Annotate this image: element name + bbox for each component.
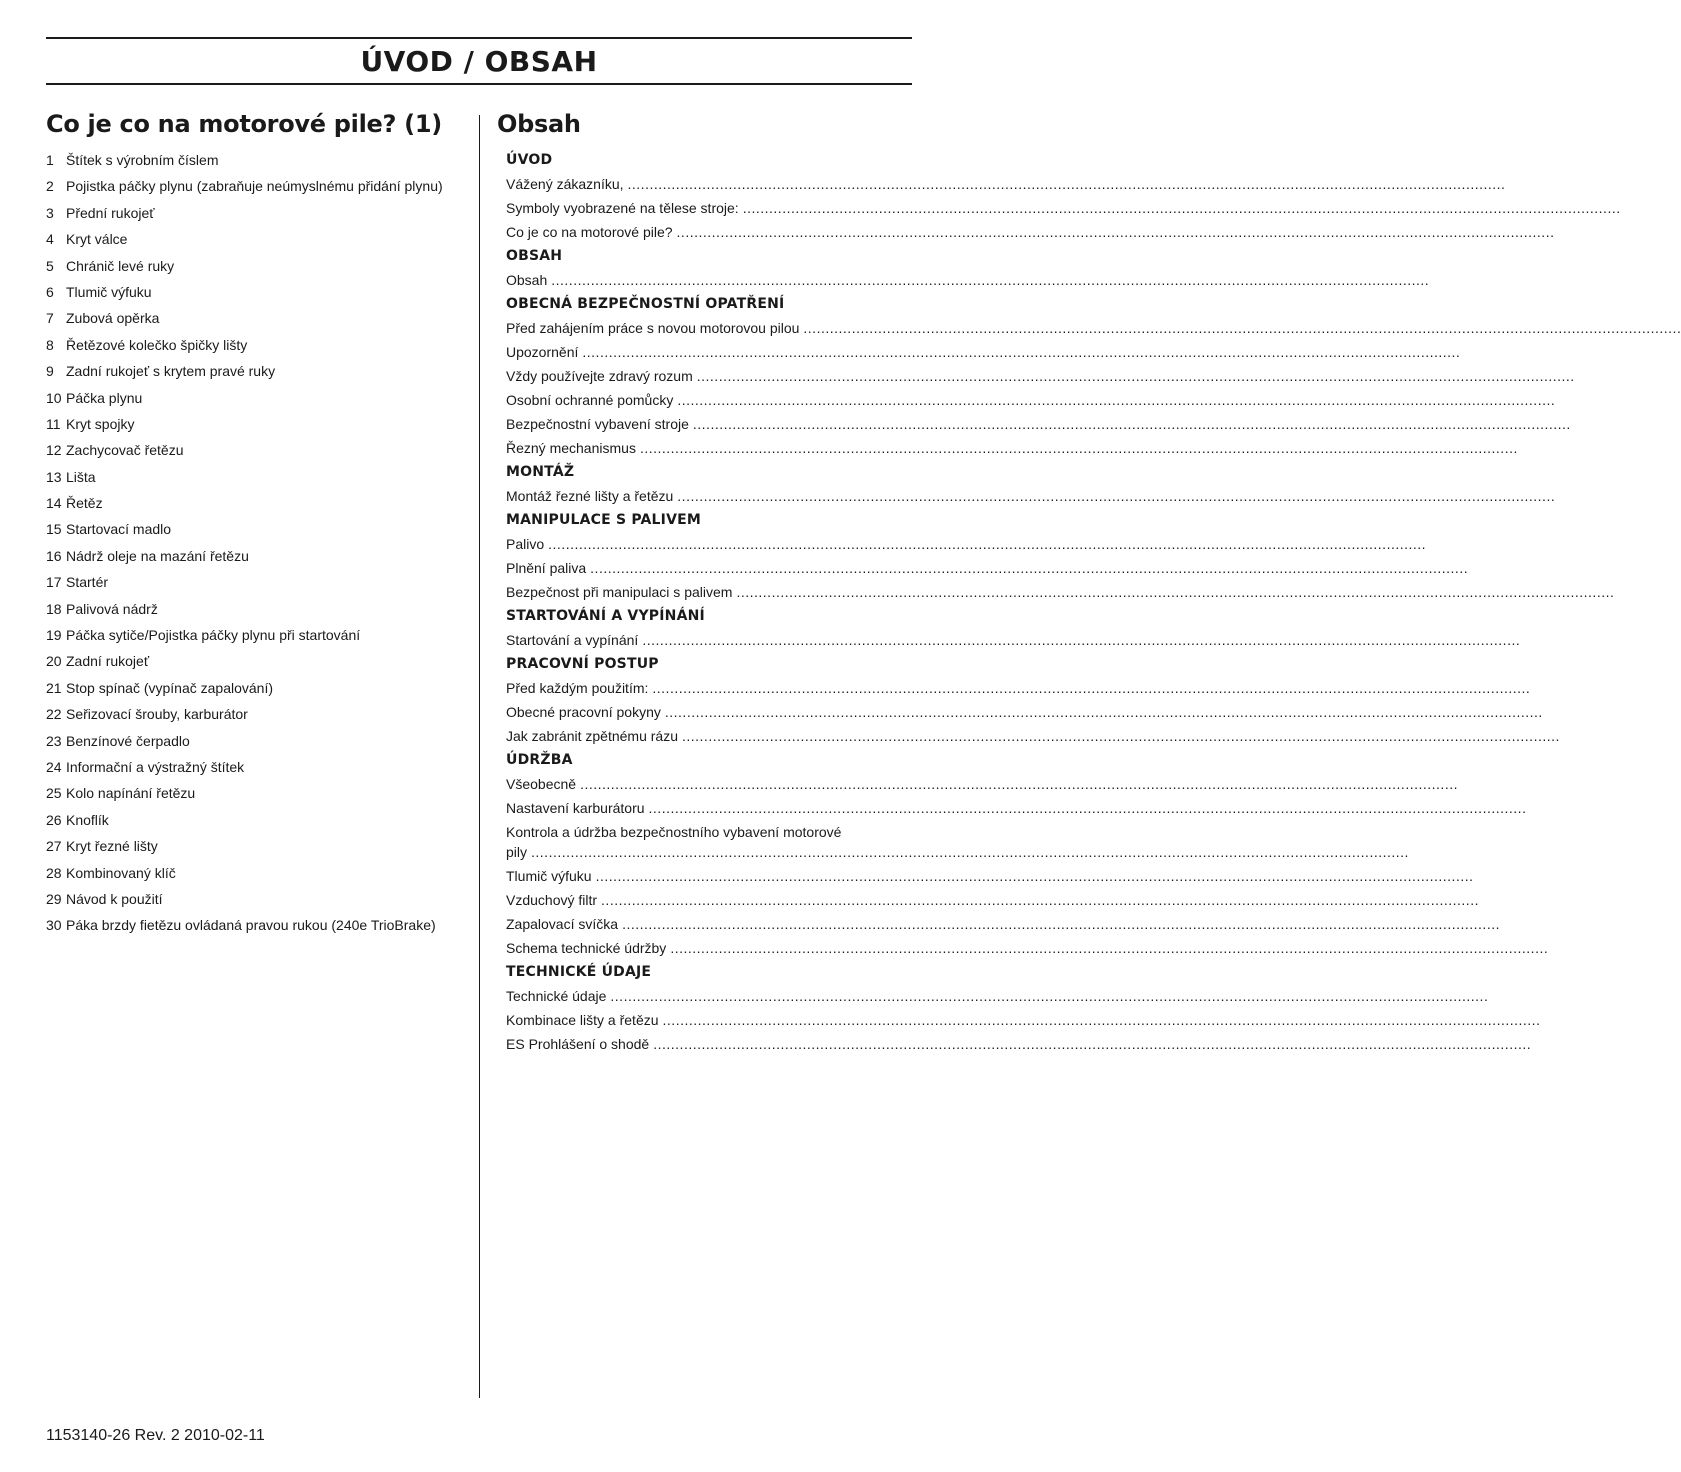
- item-number: 16: [46, 547, 62, 564]
- toc-leader-dots: ........................................................................................................................................................................................................: [639, 440, 1518, 456]
- toc-entry-label: Symboly vyobrazené na tělese stroje:: [506, 200, 739, 216]
- item-text: Chránič levé ruky: [66, 257, 175, 274]
- item-number: 14: [46, 495, 62, 512]
- toc-leader-dots: ........................................................................................................................................................................................................: [601, 892, 1479, 908]
- item-number: 11: [46, 415, 61, 432]
- toc-leader-dots: ........................................................................................................................................................................................................: [582, 344, 1461, 360]
- list-item: [46, 176, 466, 196]
- toc-entry[interactable]: [506, 726, 1560, 750]
- toc-entry-label: Plnění paliva: [506, 560, 587, 576]
- list-item: [46, 572, 466, 592]
- item-text: Přední rukojeť: [66, 204, 155, 221]
- item-number: 18: [46, 600, 62, 617]
- item-number: 20: [46, 653, 62, 670]
- toc-entry[interactable]: [506, 534, 1427, 558]
- toc-entry-label: Všeobecně: [506, 776, 577, 792]
- item-number: 3: [46, 204, 54, 221]
- item-number: 1: [46, 152, 54, 168]
- item-number: 13: [46, 468, 62, 485]
- contents-title: Obsah: [497, 110, 581, 138]
- column-divider: [479, 115, 480, 1398]
- toc-entry-label: Před zahájením práce s novou motorovou pilou: [506, 320, 800, 336]
- list-item: [46, 467, 466, 487]
- parts-column: [46, 108, 466, 942]
- toc-leader-dots: ........................................................................................................................................................................................................: [677, 488, 1556, 504]
- toc-heading: ÚVOD: [506, 152, 553, 168]
- toc-leader-dots: ........................................................................................................................................................................................................: [676, 224, 1555, 240]
- toc-entry[interactable]: [506, 822, 1409, 862]
- item-number: 9: [46, 363, 54, 380]
- item-text: Řetězové kolečko špičky lišty: [66, 336, 248, 353]
- toc-leader-dots: ........................................................................................................................................................................................................: [677, 392, 1556, 408]
- toc-entry-label: Kontrola a údržba bezpečnostního vybavení motorové: [506, 824, 842, 840]
- list-item: [46, 651, 466, 671]
- list-item: [46, 256, 466, 276]
- toc-entry-label: Řezný mechanismus: [506, 440, 636, 456]
- toc-leader-dots: ........................................................................................................................................................................................................: [580, 776, 1458, 792]
- toc-entry-label: Schema technické údržby: [506, 940, 667, 956]
- toc-leader-dots: ........................................................................................................................................................................................................: [622, 916, 1500, 932]
- item-text: Stop spínač (vypínač zapalování): [66, 679, 274, 696]
- toc-entry-label: Co je co na motorové pile?: [506, 224, 673, 240]
- toc-entry-label: Před každým použitím:: [506, 680, 649, 696]
- list-item: [46, 915, 466, 935]
- toc-entry-label: Nastavení karburátoru: [506, 800, 645, 816]
- toc-leader-dots: ........................................................................................................................................................................................................: [696, 368, 1575, 384]
- item-text: Páka brzdy fietězu ovládaná pravou rukou (240e TrioBrake): [66, 917, 436, 934]
- item-number: 6: [46, 283, 54, 300]
- list-item: [46, 783, 466, 803]
- toc-entry[interactable]: [506, 438, 1518, 462]
- toc-entry[interactable]: [506, 1010, 1541, 1034]
- toc-leader-dots: ........................................................................................................................................................................................................: [736, 584, 1615, 600]
- toc-leader-dots: ........................................................................................................................................................................................................: [664, 704, 1543, 720]
- toc-leader-dots: ........................................................................................................................................................................................................: [627, 176, 1506, 192]
- toc-heading: ÚDRŽBA: [506, 752, 573, 768]
- list-item: [46, 731, 466, 751]
- item-number: 23: [46, 732, 62, 749]
- toc-entry-label: Bezpečnost při manipulaci s palivem: [506, 584, 733, 600]
- toc-leader-dots: ........................................................................................................................................................................................................: [681, 728, 1560, 744]
- item-text: Tlumič výfuku: [66, 283, 152, 300]
- toc-entry[interactable]: [506, 222, 1555, 246]
- toc-entry-label: Upozornění: [506, 344, 579, 360]
- toc-leader-dots: ........................................................................................................................................................................................................: [531, 844, 1409, 860]
- toc-entry-label: Vážený zákazníku,: [506, 176, 624, 192]
- toc-heading: TECHNICKÉ ÚDAJE: [506, 964, 652, 980]
- item-number: 22: [46, 706, 62, 723]
- toc-heading: MONTÁŽ: [506, 464, 575, 480]
- item-number: 28: [46, 864, 62, 881]
- toc-entry[interactable]: [506, 198, 1621, 222]
- toc-entry-label: ES Prohlášení o shodě: [506, 1036, 650, 1052]
- item-text: Kryt válce: [66, 231, 128, 248]
- toc-entry-label: Montáž řezné lišty a řetězu: [506, 488, 674, 504]
- toc-entry-label: Vzduchový filtr: [506, 892, 598, 908]
- list-item: [46, 203, 466, 223]
- toc-leader-dots: ........................................................................................................................................................................................................: [551, 272, 1430, 288]
- list-item: [46, 546, 466, 566]
- list-item: [46, 599, 466, 619]
- toc-entry-label: Osobní ochranné pomůcky: [506, 392, 674, 408]
- table-of-contents: [506, 150, 1681, 1058]
- item-number: 24: [46, 758, 62, 775]
- parts-title: Co je co na motorové pile? (1): [46, 110, 442, 138]
- list-item: [46, 889, 466, 909]
- item-text: Kolo napínání řetězu: [66, 785, 196, 802]
- toc-entry[interactable]: [506, 702, 1543, 726]
- item-number: 19: [46, 627, 62, 644]
- toc-leader-dots: ........................................................................................................................................................................................................: [742, 200, 1621, 216]
- toc-leader-dots: ........................................................................................................................................................................................................: [590, 560, 1469, 576]
- item-number: 25: [46, 785, 62, 802]
- toc-entry[interactable]: [506, 270, 1430, 294]
- item-text: Palivová nádrž: [66, 600, 158, 617]
- list-item: [46, 757, 466, 777]
- toc-entry[interactable]: [506, 890, 1479, 914]
- page-header: [46, 37, 912, 85]
- toc-leader-dots: ........................................................................................................................................................................................................: [610, 988, 1489, 1004]
- toc-entry[interactable]: [506, 318, 1681, 342]
- item-text: Startovací madlo: [66, 521, 172, 538]
- item-number: 5: [46, 257, 54, 274]
- list-item: [46, 519, 466, 539]
- item-number: 30: [46, 917, 62, 934]
- item-number: 2: [46, 178, 54, 195]
- toc-entry[interactable]: [506, 914, 1500, 938]
- item-text: Štítek s výrobním číslem: [66, 152, 219, 168]
- item-text: Benzínové čerpadlo: [66, 732, 190, 749]
- item-text: Páčka sytiče/Pojistka páčky plynu při startování: [66, 627, 361, 644]
- toc-leader-dots: ........................................................................................................................................................................................................: [642, 632, 1521, 648]
- contents-column: [497, 108, 1681, 1058]
- page-title: ÚVOD / OBSAH: [360, 44, 598, 78]
- item-number: 17: [46, 574, 62, 591]
- item-text: Zadní rukojeť: [66, 653, 150, 670]
- toc-entry[interactable]: [506, 390, 1556, 414]
- toc-entry-line: [506, 842, 1409, 862]
- item-number: 29: [46, 890, 62, 907]
- list-item: [46, 810, 466, 830]
- item-text: Knoflík: [66, 811, 109, 828]
- toc-entry[interactable]: [506, 366, 1575, 390]
- list-item: [46, 836, 466, 856]
- toc-leader-dots: ........................................................................................................................................................................................................: [548, 536, 1427, 552]
- toc-entry[interactable]: [506, 630, 1521, 654]
- list-item: [46, 229, 466, 249]
- toc-heading: STARTOVÁNÍ A VYPÍNÁNÍ: [506, 608, 705, 624]
- item-number: 8: [46, 336, 54, 353]
- parts-list: [46, 150, 466, 935]
- item-number: 26: [46, 811, 62, 828]
- toc-heading: OBECNÁ BEZPEČNOSTNÍ OPATŘENÍ: [506, 296, 785, 312]
- item-text: Řetěz: [66, 495, 103, 512]
- toc-entry[interactable]: [506, 582, 1615, 606]
- item-text: Nádrž oleje na mazání řetězu: [66, 547, 249, 564]
- footer-revision: 1153140-26 Rev. 2 2010-02-11: [46, 1427, 265, 1444]
- toc-entry[interactable]: [506, 1034, 1532, 1058]
- toc-entry[interactable]: [506, 798, 1527, 822]
- toc-entry-label: Zapalovací svíčka: [506, 916, 619, 932]
- item-text: Zadní rukojeť s krytem pravé ruky: [66, 363, 276, 380]
- item-text: Návod k použití: [66, 890, 163, 907]
- toc-entry[interactable]: [506, 986, 1489, 1010]
- toc-leader-dots: ........................................................................................................................................................................................................: [803, 320, 1681, 336]
- toc-entry[interactable]: [506, 342, 1461, 366]
- toc-entry[interactable]: [506, 414, 1571, 438]
- item-text: Páčka plynu: [66, 389, 143, 406]
- item-text: Seřizovací šrouby, karburátor: [66, 706, 248, 723]
- list-item: [46, 625, 466, 645]
- toc-entry-label: Palivo: [506, 536, 545, 552]
- list-item: [46, 361, 466, 381]
- toc-leader-dots: ........................................................................................................................................................................................................: [648, 800, 1527, 816]
- list-item: [46, 863, 466, 883]
- list-item: [46, 414, 466, 434]
- toc-leader-dots: ........................................................................................................................................................................................................: [692, 416, 1571, 432]
- item-number: 15: [46, 521, 62, 538]
- toc-heading: PRACOVNÍ POSTUP: [506, 656, 659, 672]
- toc-leader-dots: ........................................................................................................................................................................................................: [670, 940, 1549, 956]
- item-text: Zachycovač řetězu: [66, 442, 184, 459]
- list-item: [46, 440, 466, 460]
- list-item: [46, 150, 466, 170]
- toc-entry[interactable]: [506, 678, 1531, 702]
- toc-entry-label: Vždy používejte zdravý rozum: [506, 368, 693, 384]
- toc-entry-label: pily: [506, 844, 528, 860]
- item-text: Kryt spojky: [66, 415, 135, 432]
- item-number: 10: [46, 389, 62, 406]
- toc-heading: OBSAH: [506, 248, 563, 264]
- list-item: [46, 493, 466, 513]
- toc-entry[interactable]: [506, 938, 1549, 962]
- item-number: 12: [46, 442, 62, 459]
- toc-entry-label: Tlumič výfuku: [506, 868, 592, 884]
- item-text: Startér: [66, 574, 109, 591]
- toc-leader-dots: ........................................................................................................................................................................................................: [662, 1012, 1541, 1028]
- item-text: Lišta: [66, 468, 96, 485]
- item-text: Informační a výstražný štítek: [66, 758, 245, 775]
- toc-entry[interactable]: [506, 486, 1556, 510]
- item-number: 21: [46, 679, 62, 696]
- item-text: Zubová opěrka: [66, 310, 160, 327]
- toc-entry[interactable]: [506, 866, 1474, 890]
- item-number: 4: [46, 231, 54, 248]
- toc-leader-dots: ........................................................................................................................................................................................................: [595, 868, 1474, 884]
- toc-entry-label: Startování a vypínání: [506, 632, 639, 648]
- toc-entry-label: Bezpečnostní vybavení stroje: [506, 416, 689, 432]
- list-item: [46, 678, 466, 698]
- toc-leader-dots: ........................................................................................................................................................................................................: [653, 1036, 1532, 1052]
- toc-heading: MANIPULACE S PALIVEM: [506, 512, 702, 528]
- toc-entry-label: Technické údaje: [506, 988, 607, 1004]
- list-item: [46, 388, 466, 408]
- toc-entry[interactable]: [506, 174, 1506, 198]
- item-number: 27: [46, 838, 62, 855]
- toc-leader-dots: ........................................................................................................................................................................................................: [652, 680, 1531, 696]
- item-number: 7: [46, 310, 54, 327]
- item-text: Pojistka páčky plynu (zabraňuje neúmyslnému přidání plynu): [66, 178, 443, 195]
- list-item: [46, 335, 466, 355]
- item-text: Kombinovaný klíč: [66, 864, 176, 881]
- list-item: [46, 308, 466, 328]
- toc-entry-label: Obecné pracovní pokyny: [506, 704, 661, 720]
- list-item: [46, 704, 466, 724]
- toc-entry-label: Kombinace lišty a řetězu: [506, 1012, 659, 1028]
- toc-entry-label: Obsah: [506, 272, 548, 288]
- toc-entry[interactable]: [506, 774, 1458, 798]
- toc-entry[interactable]: [506, 558, 1469, 582]
- toc-entry-label: Jak zabránit zpětnému rázu: [506, 728, 678, 744]
- list-item: [46, 282, 466, 302]
- item-text: Kryt řezné lišty: [66, 838, 158, 855]
